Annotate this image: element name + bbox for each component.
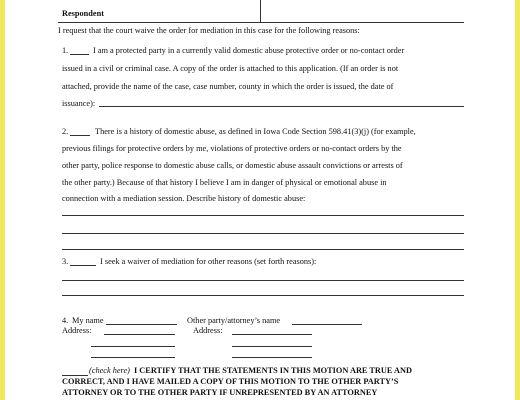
item3-number: 3. [62, 257, 69, 266]
item2-line3: other party, police response to domestic abuse calls, or domestic abuse assault convictions or arrests of [62, 161, 403, 170]
other-party-label: Other party/attorney’s name [187, 316, 281, 325]
other-address-field-2[interactable] [232, 346, 312, 347]
certify-line3: ATTORNEY OR TO THE OTHER PARTY IF UNREPRESENTED BY AN ATTORNEY [62, 388, 378, 397]
item1-answer-line[interactable] [99, 106, 464, 107]
item1-number: 1. [62, 46, 69, 55]
item2-checkbox-line[interactable] [70, 127, 90, 139]
item1-line3: attached, provide the name of the case, case number, county in which the order is issued, the date of [62, 82, 394, 91]
item2-answer-line-3[interactable] [62, 249, 464, 250]
item1-line2: issued in a civil or criminal case. A copy of the order is attached to this application. (If an order is not [62, 64, 399, 73]
other-address-field-3[interactable] [232, 357, 312, 358]
other-party-field[interactable] [292, 324, 362, 325]
top-divider [260, 0, 261, 22]
item2-line2: previous filings for protective orders by me, violations of protective orders or no-contact orders by the [62, 144, 402, 153]
item3-checkbox-line[interactable] [70, 257, 96, 269]
certify-line1: I CERTIFY THAT THE STATEMENTS IN THIS MOTION ARE TRUE AND [134, 366, 413, 375]
item3-answer-line-2[interactable] [62, 295, 464, 296]
item2-line1: There is a history of domestic abuse, as defined in Iowa Code Section 598.41(3)(j) (for example, [95, 127, 416, 136]
check-here-note: (check here) [89, 366, 130, 375]
my-name-field[interactable] [106, 324, 177, 325]
certify-checkbox-line[interactable] [62, 375, 88, 376]
item3-answer-line-1[interactable] [62, 280, 464, 281]
my-address-field-2[interactable] [91, 346, 175, 347]
item2-line5: connection with a mediation session. Describe history of domestic abuse: [62, 194, 306, 203]
item2-number: 2. [62, 127, 69, 136]
item1-line4: issuance): [62, 99, 96, 108]
my-address-label: Address: [62, 326, 92, 335]
certify-line2: CORRECT, AND I HAVE MAILED A COPY OF THIS MOTION TO THE OTHER PARTY’S [62, 377, 399, 386]
my-address-field-3[interactable] [91, 357, 175, 358]
item2-answer-line-1[interactable] [62, 215, 464, 216]
my-name-label: My name [72, 316, 104, 325]
item1-checkbox-line[interactable] [70, 46, 89, 58]
other-address-field-1[interactable] [232, 334, 312, 335]
respondent-rule [58, 22, 464, 23]
item2-line4: the other party.) Because of that history I believe I am in danger of physical or emotional abuse in [62, 178, 387, 187]
other-address-label: Address: [193, 326, 223, 335]
respondent-label: Respondent [62, 9, 104, 18]
intro-text: I request that the court waive the order for mediation in this case for the following reasons: [58, 26, 360, 35]
my-address-field-1[interactable] [104, 334, 175, 335]
item2-answer-line-2[interactable] [62, 233, 464, 234]
item3-text: I seek a waiver of mediation for other reasons (set forth reasons): [100, 257, 317, 266]
item1-line1: I am a protected party in a currently valid domestic abuse protective order or no-contact order [93, 46, 405, 55]
item4-number: 4. [62, 316, 69, 325]
